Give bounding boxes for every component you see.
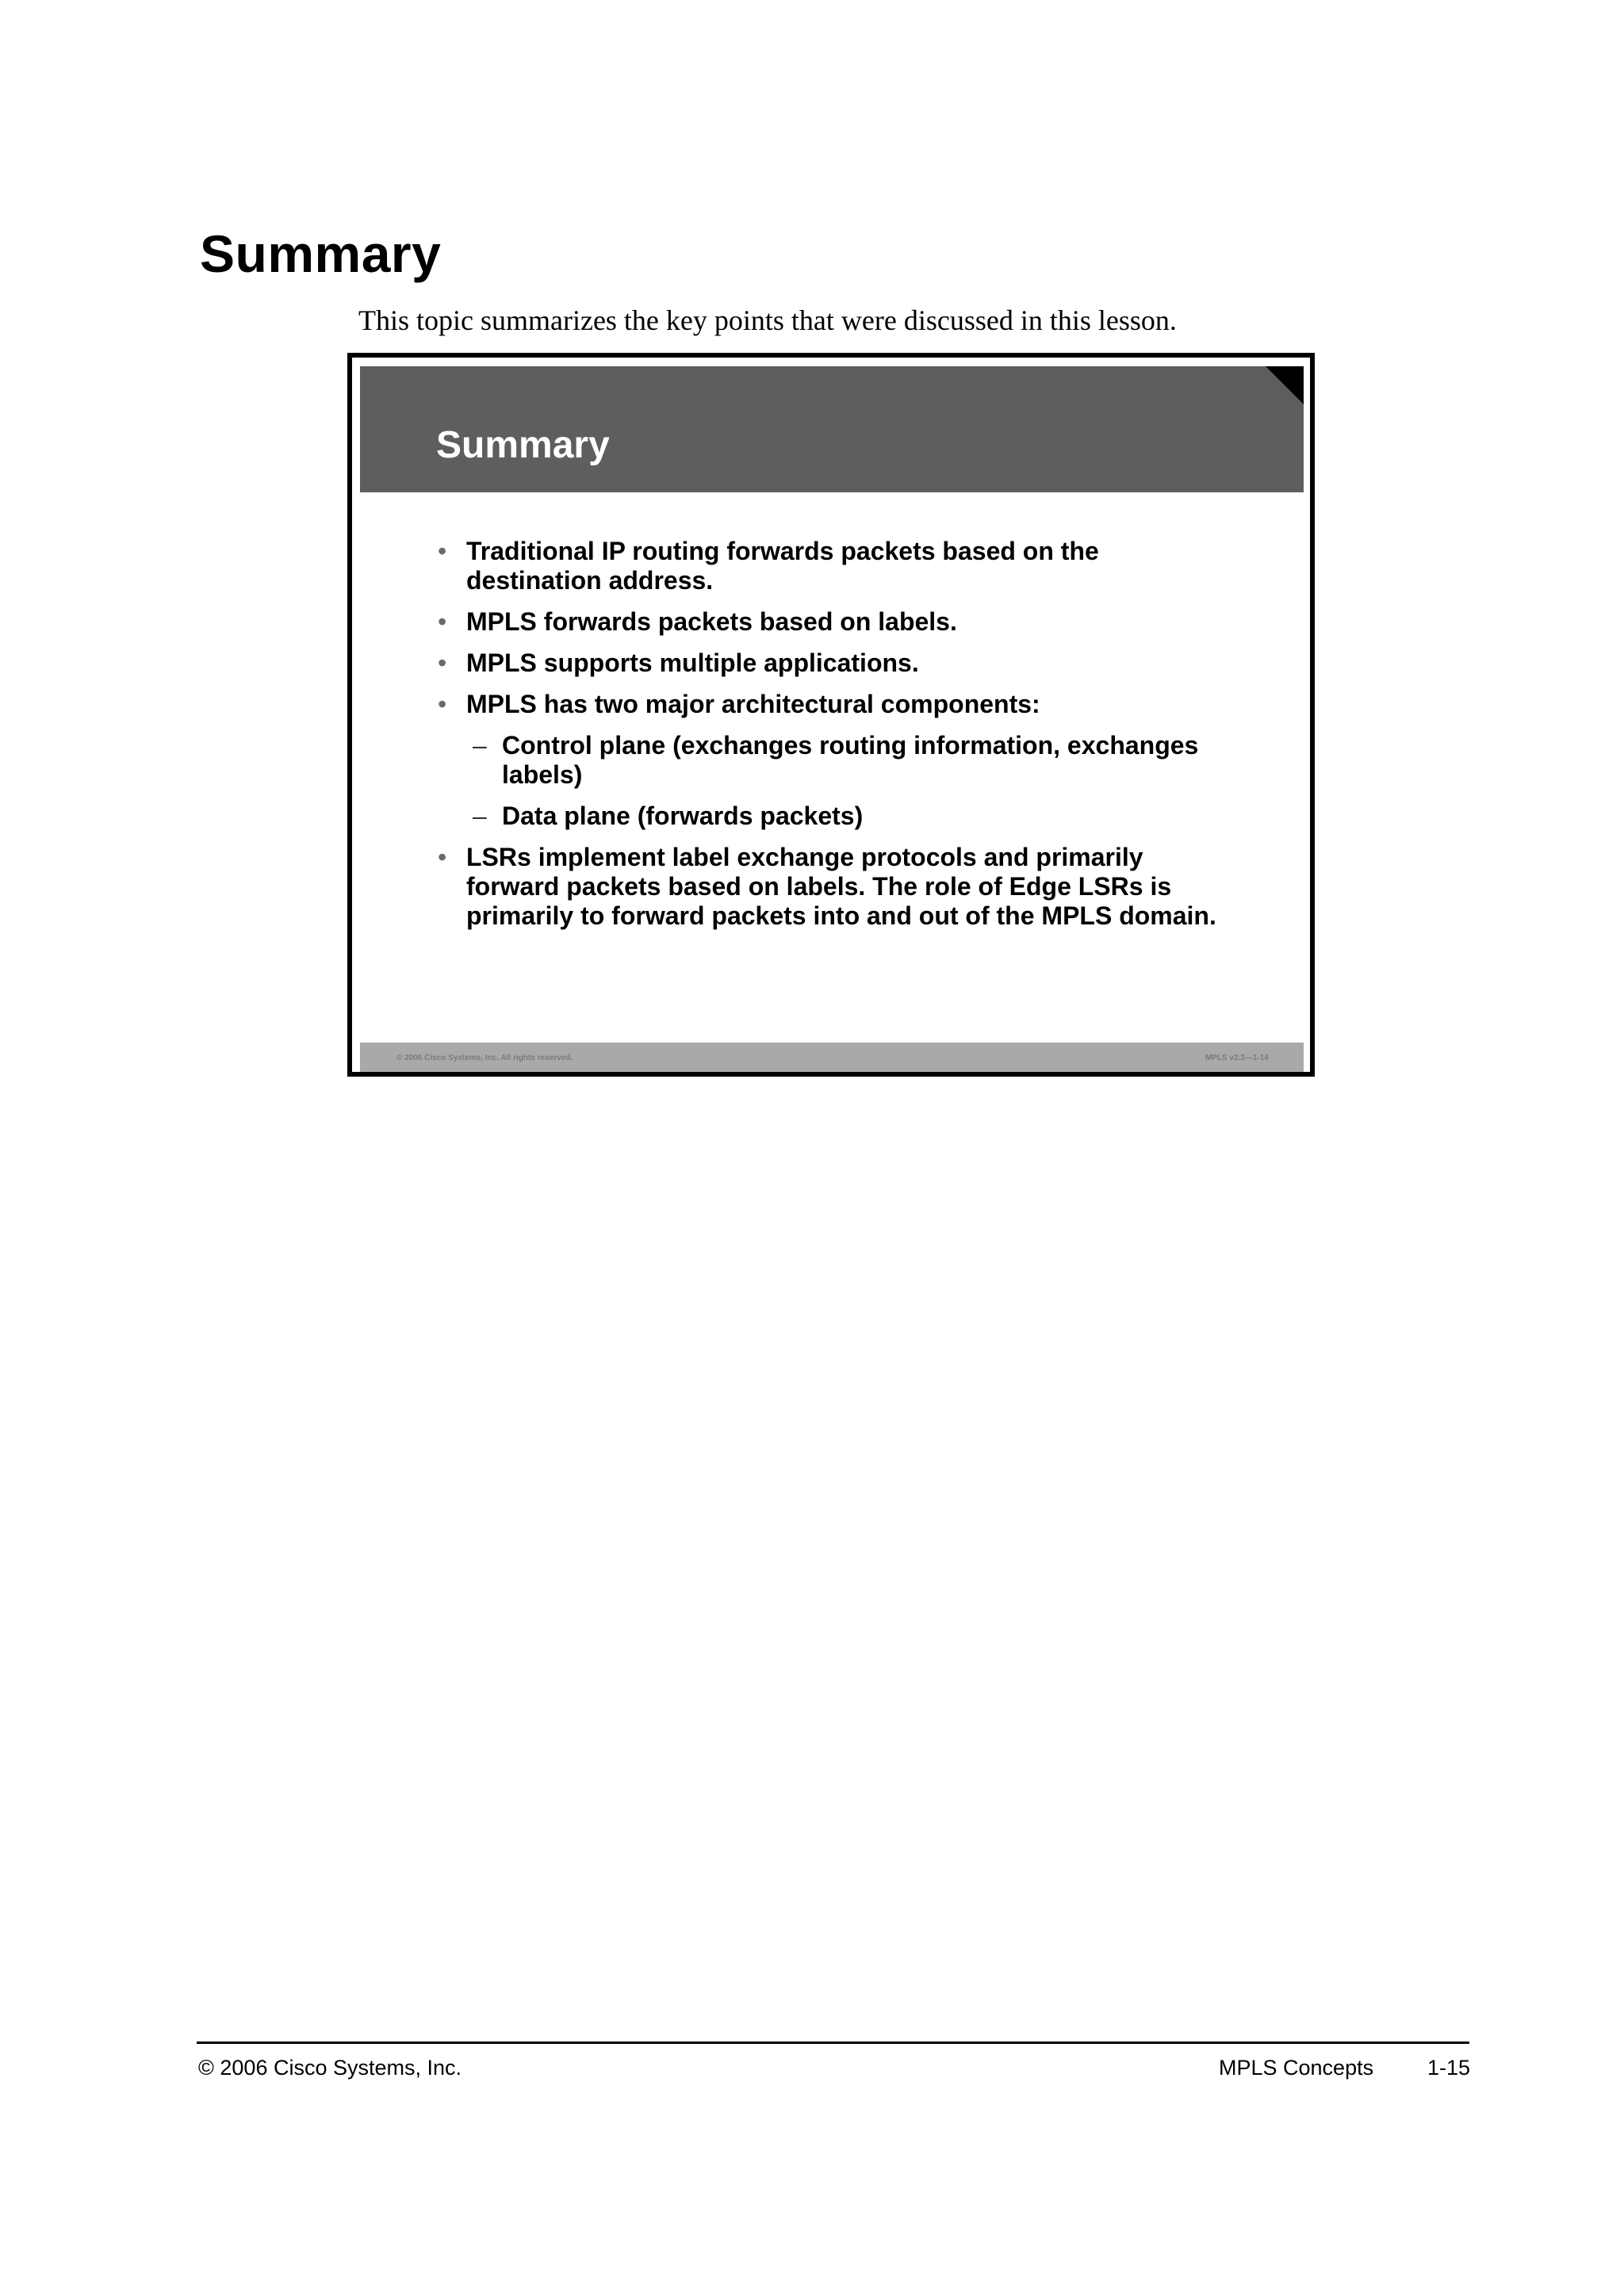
dash-icon: – [473,731,487,760]
bullet-item [438,843,1231,931]
bullet-icon: • [438,537,447,565]
slide-title: Summary [436,424,610,466]
bullet-icon: • [438,843,447,871]
bullet-icon: • [438,690,447,718]
slide-copyright: © 2006 Cisco Systems, Inc. All rights reserved. [396,1054,573,1062]
footer-section-title: MPLS Concepts [1219,2056,1374,2080]
bullet-text: MPLS supports multiple applications. [466,649,919,677]
bullet-text: MPLS has two major architectural components: [466,690,1040,718]
bullet-text: Traditional IP routing forwards packets based on the destination address. [466,537,1099,595]
page-title: Summary [200,224,442,283]
sub-bullet-text: Data plane (forwards packets) [502,802,864,830]
dash-icon: – [473,802,487,830]
slide-figure [347,353,1315,1077]
footer-page-number: 1-15 [1427,2056,1471,2080]
bullet-item [438,649,1231,678]
sub-bullet-item [438,802,1231,831]
bullet-item [438,607,1231,637]
sub-bullet-item [438,731,1231,790]
bullet-text: LSRs implement label exchange protocols and primarily forward packets based on labels. The role of Edge LSRs is primarily to forward packets into and out of the MPLS domain. [466,843,1216,930]
bullet-item [438,537,1231,595]
slide-header-bar [360,366,1304,492]
intro-paragraph: This topic summarizes the key points that were discussed in this lesson. [358,304,1177,336]
bullet-icon: • [438,607,447,636]
bullet-text: MPLS forwards packets based on labels. [466,607,957,636]
slide-bullet-list [438,537,1231,943]
footer-copyright: © 2006 Cisco Systems, Inc. [198,2056,462,2080]
sub-bullet-text: Control plane (exchanges routing information, exchanges labels) [502,731,1199,789]
corner-triangle-icon [1266,366,1304,404]
bullet-icon: • [438,649,447,677]
slide-course-code: MPLS v2.2—1-14 [1205,1054,1269,1062]
bullet-item [438,690,1231,719]
footer-divider [197,2042,1469,2044]
slide-footer-bar [360,1043,1304,1072]
